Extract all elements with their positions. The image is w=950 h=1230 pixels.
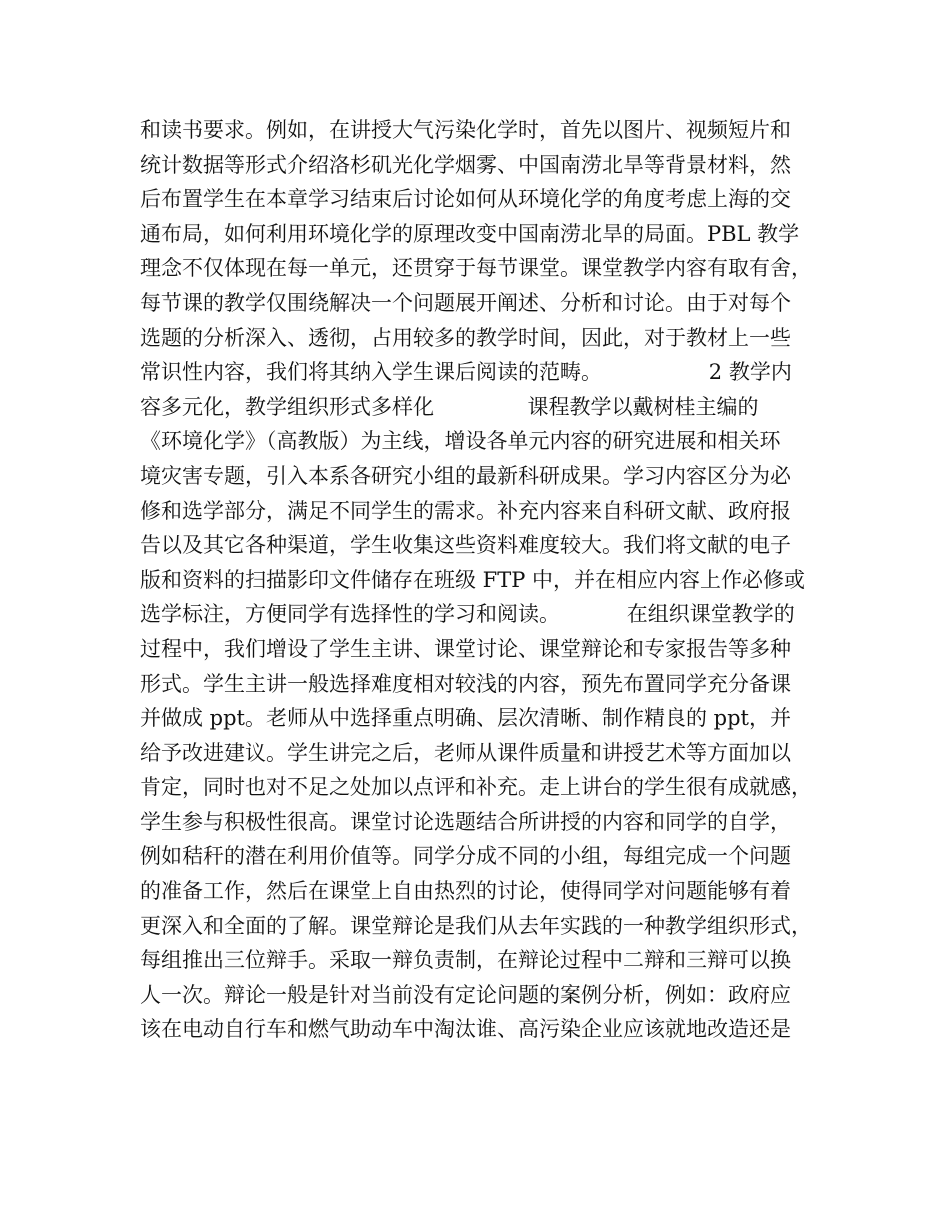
text-line-21: 学生参与积极性很高。课堂讨论选题结合所讲授的内容和同学的自学， (140, 809, 791, 834)
text-line-3: 后布置学生在本章学习结束后讨论如何从环境化学的角度考虑上海的交 (140, 187, 791, 212)
text-line-8: 常识性内容，我们将其纳入学生课后阅读的范畴。 2 教学内 (140, 360, 792, 385)
text-line-17: 形式。学生主讲一般选择难度相对较浅的内容，预先布置同学充分备课 (140, 671, 791, 696)
text-line-27: 该在电动自行车和燃气助动车中淘汰谁、高污染企业应该就地改造还是 (140, 1017, 791, 1042)
text-line-25: 每组推出三位辩手。采取一辩负责制，在辩论过程中二辩和三辩可以换 (140, 948, 791, 973)
text-line-22: 例如秸秆的潜在利用价值等。同学分成不同的小组，每组完成一个问题 (140, 844, 791, 869)
body-text (140, 113, 830, 1047)
text-line-6: 每节课的教学仅围绕解决一个问题展开阐述、分析和讨论。由于对每个 (140, 290, 791, 315)
text-line-2: 统计数据等形式介绍洛杉矶光化学烟雾、中国南涝北旱等背景材料，然 (140, 152, 791, 177)
text-line-16: 过程中，我们增设了学生主讲、课堂讨论、课堂辩论和专家报告等多种 (140, 636, 791, 661)
text-line-24: 更深入和全面的了解。课堂辩论是我们从去年实践的一种教学组织形式， (140, 913, 812, 938)
text-line-10: 《环境化学》（高教版）为主线，增设各单元内容的研究进展和相关环 (140, 429, 781, 454)
text-line-1: 和读书要求。例如，在讲授大气污染化学时，首先以图片、视频短片和 (140, 118, 791, 142)
text-line-18: 并做成 ppt。老师从中选择重点明确、层次清晰、制作精良的 ppt，并 (140, 706, 791, 731)
text-line-14: 版和资料的扫描影印文件储存在班级 FTP 中，并在相应内容上作必修或 (140, 567, 806, 592)
text-line-4: 通布局，如何利用环境化学的原理改变中国南涝北旱的局面。PBL 教学 (140, 221, 800, 246)
text-line-12: 修和选学部分，满足不同学生的需求。补充内容来自科研文献、政府报 (140, 498, 791, 523)
text-line-26: 人一次。辩论一般是针对当前没有定论问题的案例分析，例如：政府应 (140, 982, 791, 1007)
text-line-11: 境灾害专题，引入本系各研究小组的最新科研成果。学习内容区分为必 (140, 463, 791, 488)
text-line-7: 选题的分析深入、透彻，占用较多的教学时间，因此，对于教材上一些 (140, 325, 791, 350)
text-line-5: 理念不仅体现在每一单元，还贯穿于每节课堂。课堂教学内容有取有舍， (140, 256, 812, 281)
text-line-19: 给予改进建议。学生讲完之后，老师从课件质量和讲授艺术等方面加以 (140, 740, 791, 765)
text-line-9: 容多元化，教学组织形式多样化 课程教学以戴树桂主编的 (140, 394, 759, 419)
text-line-23: 的准备工作，然后在课堂上自由热烈的讨论，使得同学对问题能够有着 (140, 879, 791, 904)
text-line-13: 告以及其它各种渠道，学生收集这些资料难度较大。我们将文献的电子 (140, 533, 791, 558)
text-line-20: 肯定，同时也对不足之处加以点评和补充。走上讲台的学生很有成就感， (140, 775, 812, 800)
text-line-15: 选学标注，方便同学有选择性的学习和阅读。 在组织课堂教学的 (140, 602, 795, 627)
